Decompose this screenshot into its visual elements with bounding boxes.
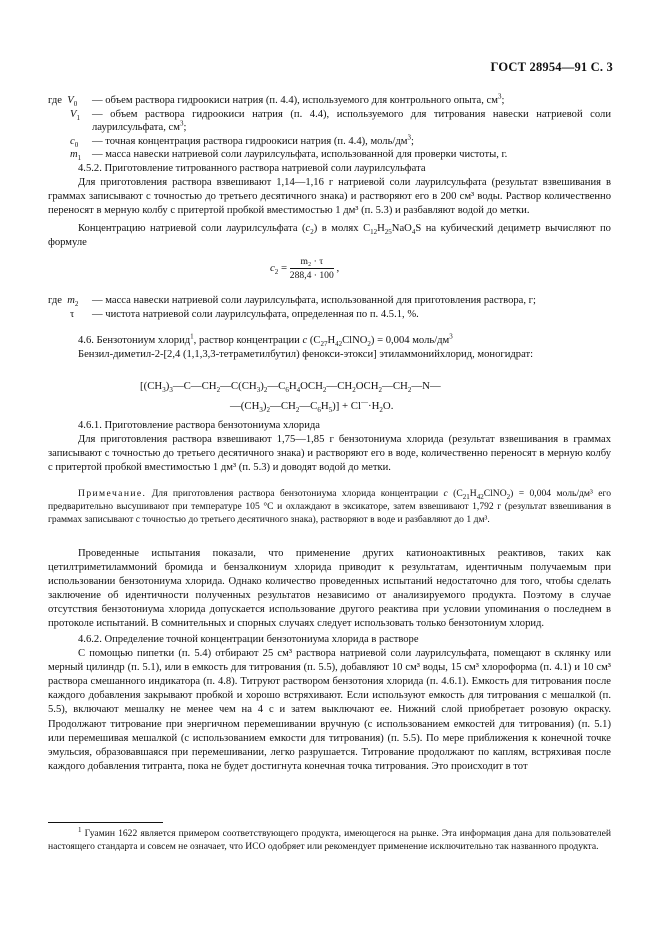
para-observations: Проведенные испытания показали, что применение других катионоактивных реактивов, таких как цетилтриметиламмоний бромида и бензалкониум хлорида приводит к результатам, идентичным получаемым при использовании бензотониума хлорида. Однако количество проведенных испытаний недостаточно для того, чтобы сделать заключение об идентичности полученных результатов независимо от анализируемого продукта. Поэтому в случае отсутствия бензотониума хлорида допускается использование другого реактива при условии упоминания о последнем в протоколе испытаний. В сомнительных и спорных случаях следует использовать только бензотониум хлорид. — [48, 548, 611, 630]
footnote-text: Гуамин 1622 является примером соответствующего продукта, имеющегося на рынке. Эта информация дана для пользователей настоящего стандарта и совсем не означает, что ИСО одобряет или рекомендует применение исключительно так названного продукта. — [48, 828, 611, 852]
definitions-block-1 — [48, 94, 611, 162]
section-4-6-2 — [48, 633, 611, 774]
heading-4-6: 4.6. Бензотониум хлорид$^1$, раствор концентрации c $(C_{27}H_{42}ClNO_2) = 0,004$ моль/$дм^3$ — [78, 332, 453, 349]
note-block: Примечание. Для приготовления раствора бензотониума хлорида концентрации c $(C_{21}H_{42}ClNO_2) = 0,004$ моль/дм³ его предварительно высушивают при температуре 105 °С и охлаждают в эксикаторе, затем взвешивают 1,792 г (результат взвешивания в граммах записывают с точностью до третьего десятичного знака), растворяют в воде и разбавляют до 1 дм³. — [48, 488, 611, 525]
para-4-6-2-1: С помощью пипетки (п. 5.4) отбирают 25 см³ раствора натриевой соли лаурилсульфата, помещают в склянку или мерный цилиндр (п. 5.1), или в емкость для титрования (п. 5.5), добавляют 10 см³ воды, 15 см³ хлороформа (п. 4.1) и 10 см³ раствора смешанного индикатора (п. 4.8). Титруют раствором бензотония хлорида (п. 4.6.1). Емкость для титрования после каждого добавления закрывают пробкой и хорошо встряхивают. Если используют емкость для титрования с мешалкой (п. 5.5), включают мешалку не менее чем на 4 с и затем выключают ее. Нижний слой приобретает розовую окраску. Продолжают титрование при энергичном перемешивании вручную (с использованием емкостей для титрования) (п. 5.1) или перемешивая мешалкой (с использованием емкости для титрования) (п. 5.5). По мере приближения к конечной точке эмульсия, образовавшаяся при перемешивании, легко разрушается. Титрование продолжают по каплям, встряхивая после каждого добавления титранта, пока не будет достигнута конечная точка титрования. Это происходит в тот — [48, 648, 611, 772]
def-row-m2: где $m_2$ — масса навески натриевой соли лаурилсульфата, использованной для приготовления раствора, г; — [48, 294, 611, 308]
heading-4-6-2: 4.6.2. Определение точной концентрации бензотониума хлорида в растворе — [78, 634, 419, 645]
para-4-6-1-1: Для приготовления раствора взвешивают 1,75—1,85 г бензотониума хлорида (результат взвешивания в граммах записывают с точностью до третьего десятичного знака) и растворяют его в воде, количественно переносят в мерную колбу с притертой пробкой вместимостью 1 дм³ (п. 5.3) и доводят водой до метки. — [48, 434, 611, 474]
heading-4-5-2: 4.5.2. Приготовление титрованного раствора натриевой соли лаурилсульфата — [78, 163, 426, 174]
heading-4-6-1: 4.6.1. Приготовление раствора бензотониума хлорида — [78, 420, 320, 431]
footnote — [48, 825, 611, 854]
formula-denominator: 288,4 · 100 — [289, 270, 334, 281]
def-row-v1: $V_1$ — объем раствора гидроокиси натрия (п. 4.4), используемого для титрования навески натриевой соли лаурилсульфата, $см^3$; — [70, 108, 611, 134]
def-v1: — объем раствора гидроокиси натрия (п. 4.4), используемого для титрования навески натриевой соли лаурилсульфата, см — [92, 108, 611, 134]
para-4-6-1: Бензил-диметил-2-[2,4 (1,1,3,3-тетраметилбутил) фенокси-этокси] этиламмонийхлорид, моногидрат: — [78, 349, 534, 361]
para-4-5-2-2: Концентрацию натриевой соли лаурилсульфата $(c_2)$ в молях $C_{12}H_{25}NaO_4S$ на кубический дециметр вычисляют по формуле — [48, 223, 611, 249]
def-row-m1: $m_1$ — масса навески натриевой соли лаурилсульфата, использованной для проверки чистоты, г. — [48, 148, 611, 162]
def-row-v0: где $V_0$ — объем раствора гидроокиси натрия (п. 4.4), используемого для контрольного опыта, $см^3$; — [48, 92, 505, 109]
note-label: Примечание. — [78, 488, 147, 499]
section-paragraph — [48, 547, 611, 632]
section-4-6 — [48, 334, 611, 362]
formula-numerator: m₂ · τ — [290, 256, 334, 269]
section-4-5-2 — [48, 162, 611, 251]
def-m1: — масса навески натриевой соли лаурилсульфата, использованной для проверки чистоты, г. — [92, 149, 508, 161]
def-row-c0: $c_0$ — точная концентрация раствора гидроокиси натрия (п. 4.4), моль/$дм^3$; — [70, 133, 414, 149]
def-c0: — точная концентрация раствора гидроокиси натрия (п. 4.4), моль/дм — [92, 135, 408, 147]
where-label: где — [48, 95, 62, 106]
footnote-separator — [48, 822, 163, 823]
footnote-mark: 1 — [78, 825, 82, 834]
def-row-tau: τ — чистота натриевой соли лаурилсульфата, определенная по п. 4.5.1, %. — [48, 308, 611, 322]
page-header: ГОСТ 28954—91 С. 3 — [490, 60, 613, 74]
formula-c2: $c_2$ = $\frac{\text{m₂ · τ}}{288,4 \cdot 100}$ , — [270, 256, 340, 281]
structural-formula: [$(CH_3)_3—C—CH_2—C(CH_3)_2—C_6H_4OCH_2—CH_2OCH_2—CH_2—N—$ $—(CH_3)_2—CH_2—C_6H_5)] + Cl^—\cdot H_2O$. — [140, 380, 441, 415]
def-tau: — чистота натриевой соли лаурилсульфата, определенная по п. 4.5.1, %. — [92, 308, 419, 320]
para-4-5-2-1: Для приготовления раствора взвешивают 1,14—1,16 г натриевой соли лаурилсульфата (результат взвешивания в граммах записывают с точностью до третьего десятичного знака) и растворяют его в 200 см³ воды. Раствор количественно переносят в мерную колбу с притертой пробкой вместимостью 1 дм³ (п. 5.3) и разбавляют водой до метки. — [48, 177, 611, 217]
def-m2: — масса навески натриевой соли лаурилсульфата, использованной для приготовления раствора, г; — [92, 295, 536, 306]
def-v0: — объем раствора гидроокиси натрия (п. 4.4), используемого для контрольного опыта, см — [92, 95, 498, 106]
section-4-6-1 — [48, 419, 611, 475]
definitions-block-2 — [48, 294, 611, 321]
